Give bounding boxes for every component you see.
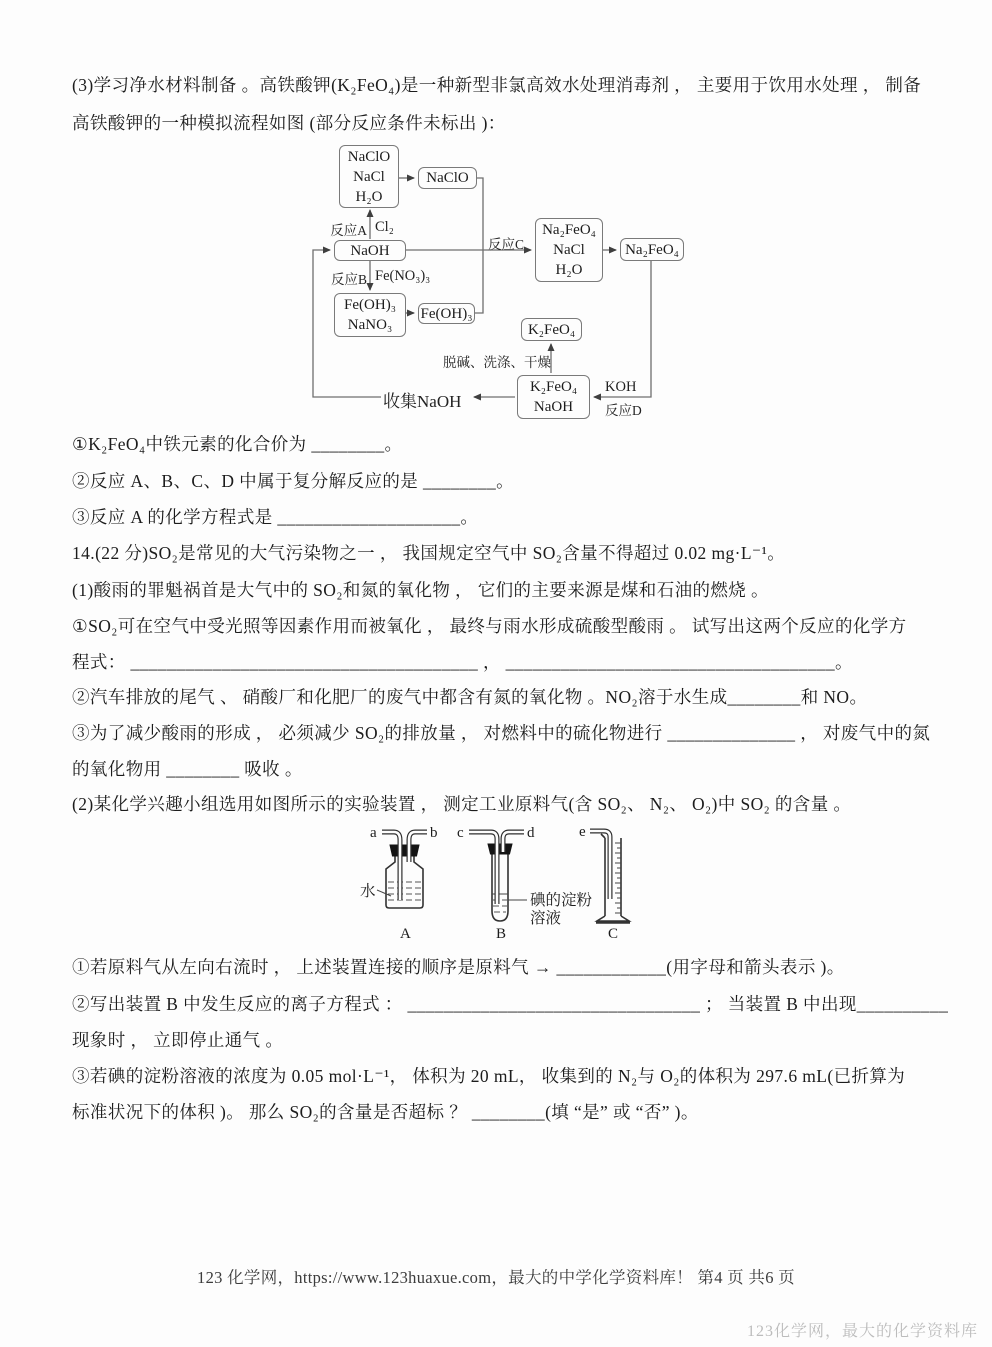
- flowchart-label-reaction-d: 反应D: [605, 403, 642, 418]
- flowchart-label-reaction-b: 反应B: [330, 272, 367, 287]
- flowchart-label-cl2: Cl₂: [375, 219, 394, 235]
- formula: Na₂FeO₄: [542, 222, 596, 238]
- formula: Fe(OH)₃: [344, 297, 396, 313]
- question-14-2-3-line2: 标准状况下的体积 )。 那么 SO₂的含量是否超标 ？ ________(填 “是” 或 “否” )。: [72, 1102, 699, 1122]
- port-b-label: b: [430, 825, 438, 841]
- flowchart-box-naclo: NaClO: [418, 167, 477, 189]
- apparatus-figure: [338, 816, 672, 950]
- question-14-2-2-line2: 现象时 ， 立即停止通气 。: [72, 1030, 284, 1050]
- flowchart-label-treatment: 脱碱、洗涤、干燥: [443, 355, 551, 370]
- page-footer: 123 化学网，https://www.123huaxue.com，最大的中学化学资料库！ 第4 页 共6 页: [197, 1268, 795, 1287]
- solution-label-line2: 溶液: [530, 910, 562, 927]
- flowchart-box-naoh: NaOH: [334, 240, 406, 261]
- port-c-label: c: [457, 825, 464, 841]
- question-14-1-3-line2: 的氧化物用 ________ 吸收 。: [72, 759, 303, 779]
- solution-label-line1: 碘的淀粉: [530, 892, 593, 909]
- flowchart-box-feoh3: Fe(OH)₃: [418, 303, 475, 324]
- question-14-1-3-line1: ③为了减少酸雨的形成 ， 必须减少 SO₂的排放量 ， 对燃料中的硫化物进行 ______________ ， 对废气中的氮: [72, 723, 931, 743]
- device-b-label: B: [496, 926, 507, 942]
- question-1: ①K₂FeO₄中铁元素的化合价为 ________。: [72, 434, 403, 454]
- flowchart-box-k2feo4: K₂FeO₄: [521, 318, 582, 341]
- question-14-2: (2)某化学兴趣小组选用如图所示的实验装置 ， 测定工业原料气(含 SO₂、 N₂、 O₂)中 SO₂ 的含量 。: [72, 794, 852, 814]
- question-14-intro: 14.(22 分)SO₂是常见的大气污染物之一 ， 我国规定空气中 SO₂含量不得超过 0.02 mg·L⁻¹。: [72, 543, 786, 563]
- flowchart-box-k2feo4-naoh: [517, 375, 590, 419]
- formula: NaOH: [533, 399, 574, 415]
- formula: H₂O: [555, 262, 583, 278]
- intro-line-2: 高铁酸钾的一种模拟流程如图 (部分反应条件未标出 )：: [72, 113, 506, 133]
- graduated-cylinder-c: [579, 824, 630, 942]
- flowchart-label-fe-no3-3: Fe(NO₃)₃: [375, 268, 431, 284]
- flowchart-label-koh: KOH: [605, 379, 637, 395]
- water-label: 水: [360, 883, 376, 900]
- flowchart-diagram: [280, 143, 692, 432]
- question-14-1: (1)酸雨的罪魁祸首是大气中的 SO₂和氮的氧化物 ， 它们的主要来源是煤和石油的燃烧 。: [72, 580, 769, 600]
- flowchart-label-collect-naoh: 收集NaOH: [383, 392, 462, 411]
- question-14-1-2: ②汽车排放的尾气 、 硝酸厂和化肥厂的废气中都含有氮的氧化物 。NO₂溶于水生成________和 NO。: [72, 687, 868, 707]
- port-d-label: d: [527, 825, 535, 841]
- flowchart-box-na2feo4-nacl-h2o: [535, 218, 603, 282]
- formula: NaClO: [347, 148, 391, 165]
- formula: K₂FeO₄: [529, 379, 578, 395]
- question-14-1-1-line1: ①SO₂可在空气中受光照等因素作用而被氧化 ， 最终与雨水形成硫酸型酸雨 。 试写出这两个反应的化学方: [72, 616, 907, 636]
- flowchart-box-feoh3-nano3: [334, 293, 406, 337]
- formula: NaCl: [553, 242, 585, 258]
- formula: H₂O: [355, 188, 383, 205]
- question-14-1-1-line2: 程式： ______________________________________ ， ____________________________________。: [72, 652, 853, 672]
- formula: NaNO₃: [347, 317, 393, 333]
- stopper: [390, 845, 419, 856]
- test-tube-b: [457, 825, 593, 942]
- device-a-label: A: [400, 926, 411, 942]
- intro-line-1: (3)学习净水材料制备 。高铁酸钾(K₂FeO₄)是一种新型非氯高效水处理消毒剂 ， 主要用于饮用水处理 ， 制备: [72, 75, 922, 95]
- flowchart-box-naclo-nacl-h2o: [339, 145, 399, 208]
- flowchart-box-na2feo4: Na₂FeO₄: [620, 238, 684, 261]
- stopper: [488, 844, 512, 854]
- flowchart-label-reaction-a: 反应A: [330, 223, 367, 238]
- gas-washing-bottle-a: [360, 825, 438, 942]
- question-14-2-3-line1: ③若碘的淀粉溶液的浓度为 0.05 mol·L⁻¹， 体积为 20 mL， 收集到的 N₂与 O₂的体积为 297.6 mL(已折算为: [72, 1066, 906, 1086]
- question-14-2-2-line1: ②写出装置 B 中发生反应的离子方程式 ： ________________________________ ； 当装置 B 中出现__________: [72, 994, 949, 1014]
- site-watermark: 123化学网，最大的化学资料库: [746, 1323, 978, 1340]
- port-e-label: e: [579, 824, 586, 840]
- question-3: ③反应 A 的化学方程式是 ____________________。: [72, 507, 479, 527]
- question-14-2-1: ①若原料气从左向右流时 ， 上述装置连接的顺序是原料气 → ____________(用字母和箭头表示 )。: [72, 957, 845, 977]
- flowchart-label-reaction-c: 反应C: [488, 237, 525, 252]
- formula: NaCl: [353, 168, 385, 185]
- question-2: ②反应 A、B、C、D 中属于复分解反应的是 ________。: [72, 471, 515, 491]
- device-c-label: C: [608, 926, 619, 942]
- port-a-label: a: [370, 825, 377, 841]
